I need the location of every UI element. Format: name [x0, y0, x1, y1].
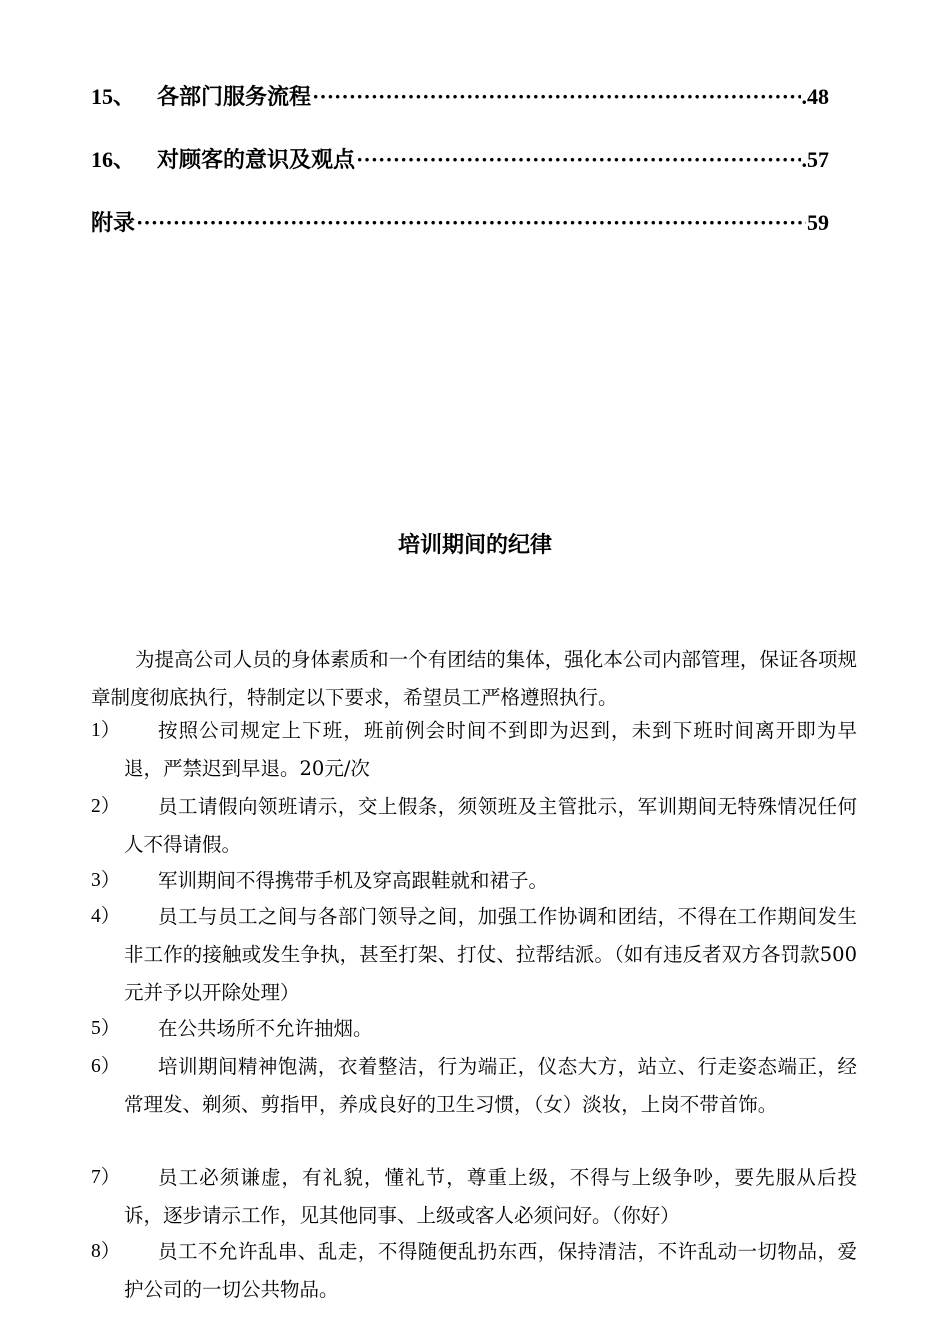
rule-text: 培训期间精神饱满，衣着整洁，行为端正，仪态大方，站立、行走姿态端正，经常理发、剃须、剪指甲，养成良好的卫生习惯，（女）淡妆，上岗不带首饰。 [124, 1055, 857, 1116]
toc-leader-dots [312, 84, 800, 110]
toc-entry-15 [91, 80, 829, 114]
rule-text: 员工必须谦虚，有礼貌，懂礼节，尊重上级，不得与上级争吵，要先服从后投诉，逐步请示工作，见其他同事、上级或客人必须问好。（你好） [124, 1166, 857, 1227]
rule-number: 7） [91, 1167, 121, 1188]
rule-item-1 [91, 712, 857, 788]
toc-number: 15、 [91, 84, 136, 109]
rule-item-8 [91, 1233, 857, 1309]
rule-number: 5） [91, 1018, 121, 1039]
toc-title: 对顾客的意识及观点 [157, 148, 356, 173]
toc-entry-appendix [91, 206, 829, 240]
rule-text: 员工请假向领班请示，交上假条，须领班及主管批示，军训期间无特殊情况任何人不得请假。 [124, 795, 857, 856]
toc-page-number: .57 [801, 147, 829, 172]
toc-leader-dots [356, 147, 800, 173]
rule-item-2 [91, 788, 857, 864]
toc-title: 各部门服务流程 [157, 85, 312, 110]
toc-leader-dots [136, 210, 806, 236]
rule-text: 员工与员工之间与各部门领导之间，加强工作协调和团结，不得在工作期间发生非工作的接触或发生争执，甚至打架、打仗、拉帮结派。（如有违反者双方各罚款500元并予以开除处理） [124, 905, 857, 1004]
rule-item-6 [91, 1048, 857, 1124]
rule-item-3 [91, 862, 857, 900]
rule-number: 3） [91, 870, 121, 891]
toc-entry-16 [91, 143, 829, 177]
rule-text: 按照公司规定上下班，班前例会时间不到即为迟到，未到下班时间离开即为早退，严禁迟到早退。20元/次 [124, 719, 857, 780]
rule-number: 2） [91, 796, 121, 817]
toc-page-number: 59 [807, 210, 829, 235]
rule-text: 在公共场所不允许抽烟。 [158, 1017, 373, 1040]
toc-number: 16、 [91, 147, 136, 172]
rule-text: 军训期间不得携带手机及穿高跟鞋就和裙子。 [158, 869, 549, 892]
toc-title: 附录 [91, 211, 136, 236]
toc-page-number: .48 [801, 84, 829, 109]
rule-number: 1） [91, 720, 121, 741]
rule-number: 8） [91, 1241, 121, 1262]
section-title: 培训期间的纪律 [397, 533, 552, 558]
rule-number: 6） [91, 1056, 121, 1077]
intro-paragraph: 为提高公司人员的身体素质和一个有团结的集体，强化本公司内部管理，保证各项规章制度彻底执行，特制定以下要求，希望员工严格遵照执行。 [91, 648, 857, 709]
rule-number: 4） [91, 906, 121, 927]
rule-item-4 [91, 898, 857, 1012]
rule-item-5 [91, 1010, 857, 1048]
rule-item-7 [91, 1159, 857, 1235]
rule-text: 员工不允许乱串、乱走，不得随便乱扔东西，保持清洁，不许乱动一切物品，爱护公司的一切公共物品。 [124, 1240, 857, 1301]
